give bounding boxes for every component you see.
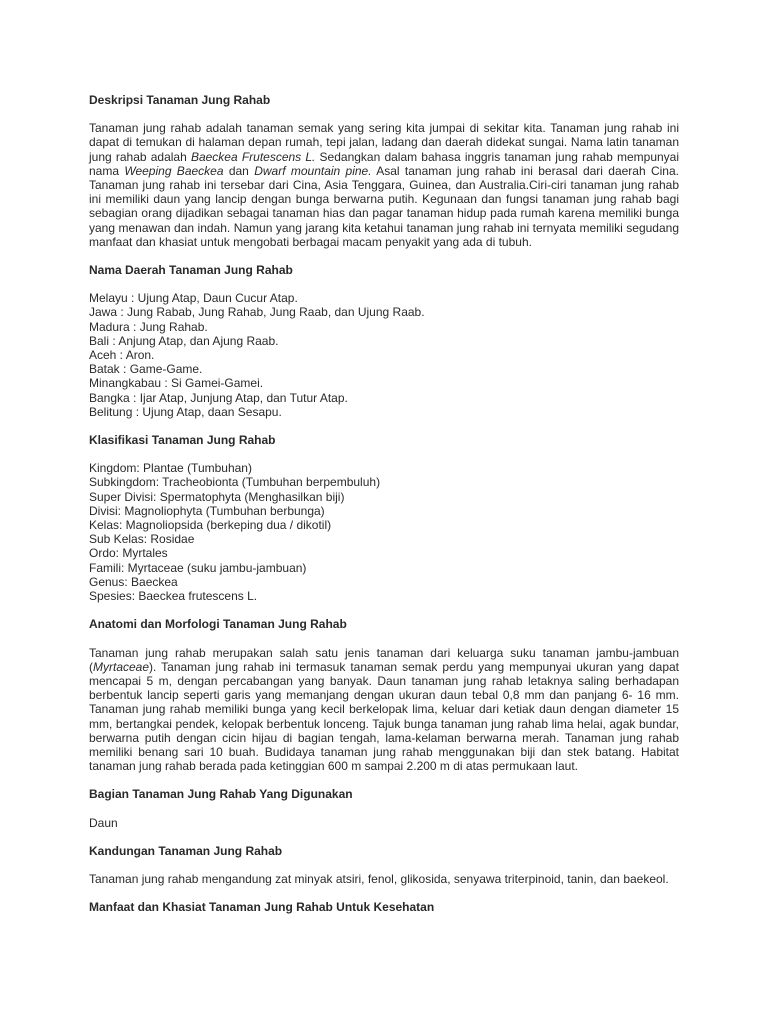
deskripsi-text-1: Tanaman jung rahab adalah tanaman semak yang sering kita jumpai di sekitar kita. Tanaman jung rahab ini dapat di temukan di halaman depan rumah, tepi jalan, ladang dan daerah didekat sungai. Nama latin tanaman jung rahab adalah — [89, 121, 679, 164]
list-item: Super Divisi: Spermatophyta (Menghasilkan biji) — [89, 489, 345, 504]
list-item: Madura : Jung Rahab. — [89, 319, 208, 334]
list-item: Minangkabau : Si Gamei-Gamei. — [89, 376, 264, 391]
list-item: Batak : Game-Game. — [89, 362, 203, 377]
list-nama-daerah — [89, 291, 679, 419]
heading-nama-daerah: Nama Daerah Tanaman Jung Rahab — [89, 263, 293, 278]
paragraph-deskripsi — [89, 121, 679, 249]
list-item: Aceh : Aron. — [89, 348, 155, 363]
list-item: Jawa : Jung Rabab, Jung Rahab, Jung Raab, dan Ujung Raab. — [89, 305, 425, 320]
deskripsi-text-4: Asal tanaman jung rahab ini berasal dari daerah Cina. Tanaman jung rahab ini tersebar dari Cina, Asia Tenggara, Guinea, dan Australia.Ciri-ciri tanaman jung rahab ini memiliki daun yang lancip dengan bunga berwarna putih. Kegunaan dan fungsi tanaman jung rahab bagi sebagian orang dijadikan sebagai tanaman hias dan pagar tanaman hidup pada rumah karena memiliki bunga yang menawan dan indah. Namun yang jarang kita ketahui tanaman jung rahab ini ternyata memiliki segudang manfaat dan khasiat untuk mengobati berbagai macam penyakit yang ada di tubuh. — [89, 163, 679, 249]
heading-anatomi: Anatomi dan Morfologi Tanaman Jung Rahab — [89, 617, 347, 632]
document-page — [89, 93, 679, 914]
list-item: Kingdom: Plantae (Tumbuhan) — [89, 461, 252, 476]
anatomi-family-name: Myrtaceae — [93, 659, 150, 674]
list-item: Melayu : Ujung Atap, Daun Cucur Atap. — [89, 291, 298, 306]
deskripsi-english-name-1: Weeping Baeckea — [124, 163, 224, 178]
list-item: Genus: Baeckea — [89, 574, 178, 589]
text-bagian: Daun — [89, 815, 118, 830]
list-item: Kelas: Magnoliopsida (berkeping dua / dikotil) — [89, 518, 332, 533]
deskripsi-english-name-2: Dwarf mountain pine. — [254, 163, 372, 178]
anatomi-text-1: Tanaman jung rahab merupakan salah satu jenis tanaman dari keluarga suku tanaman jambu-jambuan ( — [89, 645, 679, 674]
heading-kandungan: Kandungan Tanaman Jung Rahab — [89, 843, 283, 858]
list-item: Belitung : Ujung Atap, daan Sesapu. — [89, 404, 282, 419]
heading-deskripsi: Deskripsi Tanaman Jung Rahab — [89, 93, 271, 107]
heading-bagian: Bagian Tanaman Jung Rahab Yang Digunakan — [89, 787, 353, 802]
list-item: Subkingdom: Tracheobionta (Tumbuhan berpembuluh) — [89, 475, 381, 490]
list-item: Ordo: Myrtales — [89, 546, 168, 561]
list-item: Bali : Anjung Atap, dan Ajung Raab. — [89, 333, 279, 348]
anatomi-text-2: ). Tanaman jung rahab ini termasuk tanaman semak perdu yang mempunyai ukuran yang dapat mencapai 5 m, dengan percabangan yang banyak. Daun tanaman jung rahab letaknya saling berhadapan berbentuk lancip seperti garis yang memanjang dengan ukuran daun tebal 0,8 mm dan panjang 6- 16 mm. Tanaman jung rahab memiliki bunga yang kecil berkelopak lima, keluar dari ketiak daun dengan diameter 15 mm, bertangkai pendek, kelopak berbentuk lonceng. Tajuk bunga tanaman jung rahab lima helai, agak bundar, berwarna putih dengan cicin hijau di bagian tengah, lama-kelaman berwarna merah. Tanaman jung rahab memiliki benang sari 10 buah. Budidaya tanaman jung rahab menggunakan biji dan stek batang. Habitat tanaman jung rahab berada pada ketinggian 600 m sampai 2.200 m di atas permukaan laut. — [89, 659, 679, 774]
paragraph-anatomi — [89, 646, 679, 774]
heading-klasifikasi: Klasifikasi Tanaman Jung Rahab — [89, 433, 276, 448]
list-item: Bangka : Ijar Atap, Junjung Atap, dan Tutur Atap. — [89, 390, 348, 405]
list-item: Spesies: Baeckea frutescens L. — [89, 589, 258, 604]
deskripsi-text-3: dan — [223, 163, 255, 178]
deskripsi-latin-name: Baeckea Frutescens L. — [190, 149, 316, 164]
text-kandungan: Tanaman jung rahab mengandung zat minyak atsiri, fenol, glikosida, senyawa triterpinoid, tanin, dan baekeol. — [89, 871, 669, 886]
deskripsi-text-2: Sedangkan dalam bahasa inggris tanaman jung rahab mempunyai nama — [89, 149, 680, 178]
list-item: Famili: Myrtaceae (suku jambu-jambuan) — [89, 560, 307, 575]
list-item: Sub Kelas: Rosidae — [89, 532, 195, 547]
list-item: Divisi: Magnoliophyta (Tumbuhan berbunga) — [89, 503, 325, 518]
list-klasifikasi — [89, 461, 679, 603]
heading-manfaat: Manfaat dan Khasiat Tanaman Jung Rahab Untuk Kesehatan — [89, 900, 435, 915]
